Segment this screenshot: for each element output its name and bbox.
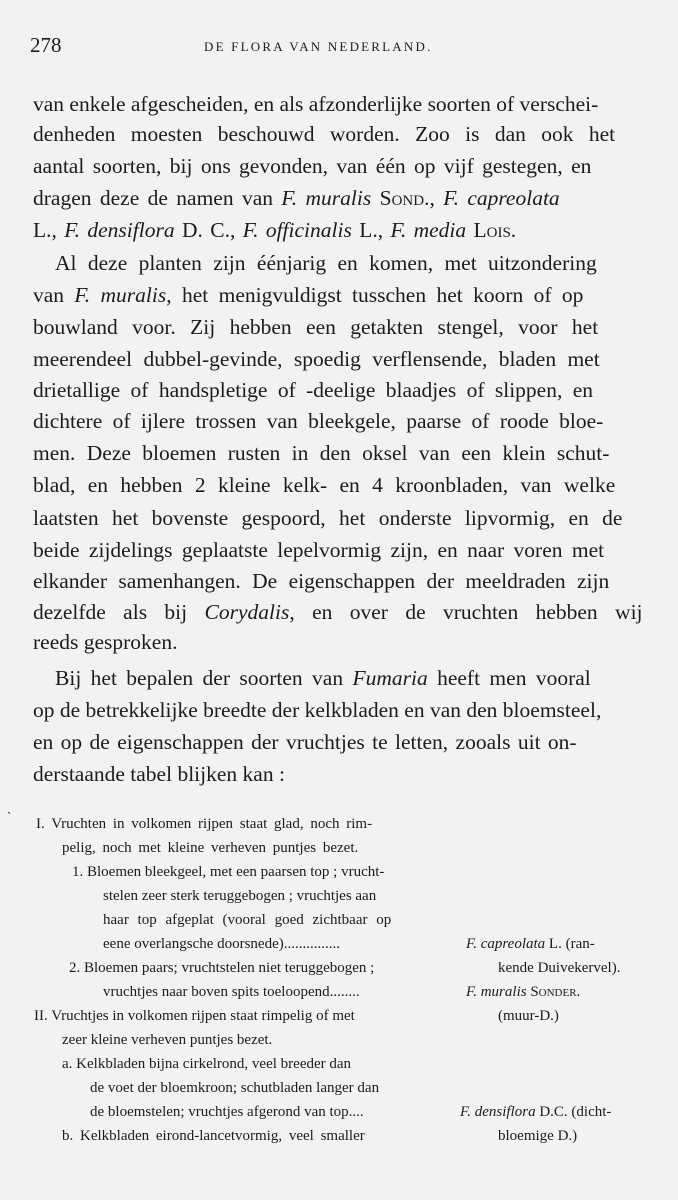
text-span: , en over de vruchten hebben wij: [289, 600, 643, 624]
taxon-name: F. muralis: [466, 984, 527, 1000]
text-span: ,: [429, 186, 444, 210]
key-line: [103, 932, 340, 956]
text-span: dragen deze de namen van: [33, 186, 282, 210]
key-result: [466, 980, 580, 1004]
author-abbrev: Lois.: [473, 218, 517, 242]
text-line: van enkele afgescheiden, en als afzonderlijke soorten of verschei-: [33, 92, 599, 116]
text-line: drietallige of handspletige of -deelige blaadjes of slippen, en: [33, 378, 593, 402]
leader-dots: ....: [348, 1104, 364, 1120]
running-title: DE FLORA VAN NEDERLAND.: [204, 39, 433, 54]
text-span: L.,: [351, 218, 391, 242]
leader-dots: ...............: [283, 936, 340, 952]
page-header: [0, 33, 678, 63]
text-line: derstaande tabel blijken kan :: [33, 762, 285, 786]
author-abbrev: Sond.: [371, 186, 430, 210]
taxon-name: F. capreolata: [443, 186, 560, 210]
key-line: pelig, noch met kleine verheven puntjes bezet.: [62, 840, 359, 856]
taxon-name: F. densiflora: [64, 218, 175, 242]
text-line: laatsten het bovenste gespoord, het onderste lipvormig, en de: [33, 506, 623, 530]
text-line: elkander samenhangen. De eigenschappen der meeldraden zijn: [33, 569, 610, 593]
author-abbrev: D.C. (dicht-: [539, 1104, 612, 1120]
vernacular-name: bloemige D.): [498, 1128, 578, 1144]
text-span: van: [33, 283, 75, 307]
text-span: heeft men vooral: [427, 666, 591, 690]
key-line: de voet der bloemkroon; schutbladen langer dan: [90, 1080, 380, 1096]
taxon-name: Fumaria: [352, 666, 428, 690]
key-line: b. Kelkbladen eirond-lancetvormig, veel smaller: [62, 1128, 365, 1144]
leader-dots: ........: [329, 984, 360, 1000]
taxon-name: Corydalis: [204, 600, 290, 624]
text-line: [33, 280, 583, 310]
key-line: haar top afgeplat (vooral goed zichtbaar op: [103, 912, 392, 928]
key-result: [466, 932, 595, 956]
text-line: meerendeel dubbel-gevinde, spoedig verflensende, bladen met: [33, 347, 600, 371]
text-line: denheden moesten beschouwd worden. Zoo is dan ook het: [33, 122, 616, 146]
text-line: [55, 663, 591, 693]
text-line: dichtere of ijlere trossen van bleekgele, paarse of roode bloe-: [33, 409, 604, 433]
key-result: [460, 1100, 611, 1124]
key-line: [90, 1100, 364, 1124]
vernacular-name: kende Duivekervel).: [498, 960, 621, 976]
text-span: eene overlangsche doorsnede): [103, 936, 284, 952]
key-line: a. Kelkbladen bijna cirkelrond, veel breeder dan: [62, 1056, 352, 1072]
text-span: Bij het bepalen der soorten van: [55, 666, 353, 690]
vernacular-name: (muur-D.): [498, 1008, 559, 1024]
text-span: L.,: [33, 218, 65, 242]
text-line: aantal soorten, bij ons gevonden, van één op vijf gestegen, en: [33, 154, 592, 178]
taxon-name: F. muralis: [74, 283, 167, 307]
text-line: beide zijdelings geplaatste lepelvormig zijn, en naar voren met: [33, 538, 605, 562]
text-line: [33, 215, 516, 245]
taxon-name: F. muralis: [281, 186, 372, 210]
text-line: blad, en hebben 2 kleine kelk- en 4 kroonbladen, van welke: [33, 473, 616, 497]
key-line: zeer kleine verheven puntjes bezet.: [62, 1032, 273, 1048]
text-span: vruchtjes naar boven spits toeloopend: [103, 984, 330, 1000]
text-span: D. C.,: [174, 218, 243, 242]
key-line: II. Vruchtjes in volkomen rijpen staat rimpelig of met: [34, 1008, 355, 1024]
taxon-name: F. capreolata: [466, 936, 546, 952]
key-line: 1. Bloemen bleekgeel, met een paarsen top ; vrucht-: [72, 864, 385, 880]
taxon-name: F. officinalis: [242, 218, 352, 242]
text-span: dezelfde als bij: [33, 600, 205, 624]
text-line: reeds gesproken.: [33, 630, 178, 654]
key-line: [103, 980, 360, 1004]
margin-mark: `: [7, 809, 12, 824]
text-line: bouwland voor. Zij hebben een getakten stengel, voor het: [33, 315, 599, 339]
text-line: op de betrekkelijke breedte der kelkbladen en van den bloemsteel,: [33, 698, 602, 722]
text-line: [33, 183, 560, 213]
key-line: I. Vruchten in volkomen rijpen staat glad, noch rim-: [36, 816, 373, 832]
key-line: 2. Bloemen paars; vruchtstelen niet teruggebogen ;: [69, 960, 375, 976]
text-span: [466, 218, 473, 242]
taxon-name: F. media: [390, 218, 467, 242]
text-span: de bloemstelen; vruchtjes afgerond van top: [90, 1104, 349, 1120]
author-abbrev: L. (ran-: [548, 936, 595, 952]
text-line: men. Deze bloemen rusten in den oksel van een klein schut-: [33, 441, 610, 465]
text-line: en op de eigenschappen der vruchtjes te letten, zooals uit on-: [33, 730, 577, 754]
text-line: [33, 597, 643, 627]
text-span: , het menigvuldigst tusschen het koorn of op: [166, 283, 584, 307]
text-line: Al deze planten zijn éénjarig en komen, met uitzondering: [55, 251, 597, 275]
key-line: stelen zeer sterk teruggebogen ; vruchtjes aan: [103, 888, 377, 904]
taxon-name: F. densiflora: [460, 1104, 536, 1120]
page-number: 278: [30, 33, 62, 57]
author-abbrev: Sonder.: [530, 984, 581, 1000]
